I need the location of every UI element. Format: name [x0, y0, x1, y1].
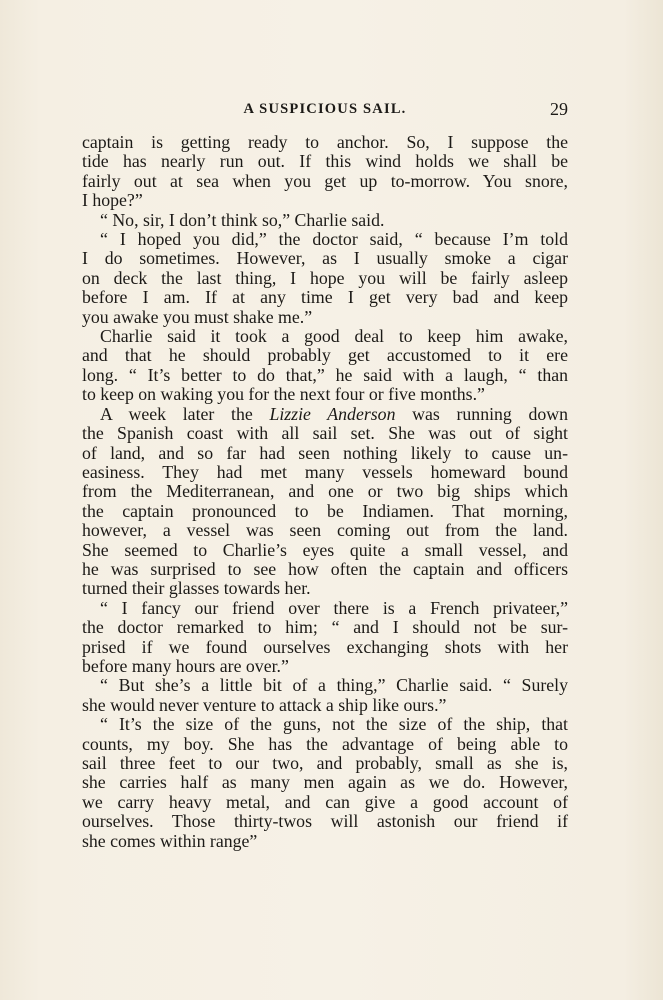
text-line: the captain pronounced to be Indiamen. That morning,: [82, 500, 568, 521]
text-line: I hope?”: [82, 190, 143, 211]
text-line: I do sometimes. However, as I usually smoke a cigar: [82, 248, 568, 269]
text-line: “ I fancy our friend over there is a French privateer,”: [100, 597, 568, 618]
text-line: on deck the last thing, I hope you will be fairly asleep: [82, 267, 568, 288]
text-line: to keep on waking you for the next four or five months.”: [82, 384, 485, 405]
text-fragment: A week later the: [100, 403, 253, 424]
text-line: fairly out at sea when you get up to-morrow. You snore,: [82, 170, 568, 191]
text-line: “ I hoped you did,” the doctor said, “ because I’m told: [100, 229, 568, 250]
text-line: the doctor remarked to him; “ and I should not be sur-: [82, 617, 568, 638]
text-line: “ No, sir, I don’t think so,” Charlie said.: [100, 209, 385, 230]
text-line: counts, my boy. She has the advantage of being able to: [82, 733, 568, 754]
text-line: “ It’s the size of the guns, not the size of the ship, that: [100, 714, 568, 735]
text-line: sail three feet to our two, and probably, small as she is,: [82, 753, 568, 773]
text-line: and that he should probably get accustomed to it ere: [82, 345, 568, 366]
text-fragment: was running down: [412, 403, 569, 424]
text-line: of land, and so far had seen nothing likely to cause un-: [82, 442, 568, 463]
text-line: she would never venture to attack a ship like ours.”: [82, 694, 447, 715]
page-header: [82, 99, 568, 121]
text-line-with-ship-name: [82, 405, 568, 424]
text-line: She seemed to Charlie’s eyes quite a small vessel, and: [82, 539, 568, 560]
ship-name: Lizzie Anderson: [269, 403, 396, 424]
text-line: however, a vessel was seen coming out from the land.: [82, 520, 568, 541]
running-title: A SUSPICIOUS SAIL.: [243, 101, 407, 117]
text-line: she comes within range”: [82, 830, 258, 851]
text-line: he was surprised to see how often the captain and officers: [82, 558, 568, 579]
text-line: you awake you must shake me.”: [82, 306, 313, 327]
text-line: before I am. If at any time I get very bad and keep: [82, 287, 568, 308]
text-line: the Spanish coast with all sail set. She was out of sight: [82, 423, 568, 444]
text-line: Charlie said it took a good deal to keep him awake,: [100, 326, 568, 347]
text-line: ourselves. Those thirty-twos will astonish our friend if: [82, 811, 568, 832]
text-line: captain is getting ready to anchor. So, I suppose the: [82, 132, 568, 152]
text-line: we carry heavy metal, and can give a good account of: [82, 791, 568, 812]
text-line: from the Mediterranean, and one or two big ships which: [82, 481, 568, 502]
text-line: prised if we found ourselves exchanging shots with her: [82, 636, 568, 657]
text-line: tide has nearly run out. If this wind holds we shall be: [82, 151, 568, 172]
text-line: she carries half as many men again as we do. However,: [82, 772, 568, 793]
body-text: [82, 133, 568, 851]
text-line: “ But she’s a little bit of a thing,” Charlie said. “ Surely: [100, 675, 568, 696]
text-line: long. “ It’s better to do that,” he said with a laugh, “ than: [82, 364, 568, 385]
text-line: easiness. They had met many vessels homeward bound: [82, 461, 568, 482]
text-line: before many hours are over.”: [82, 655, 289, 676]
page-number: 29: [550, 99, 568, 119]
text-line: turned their glasses towards her.: [82, 578, 311, 599]
